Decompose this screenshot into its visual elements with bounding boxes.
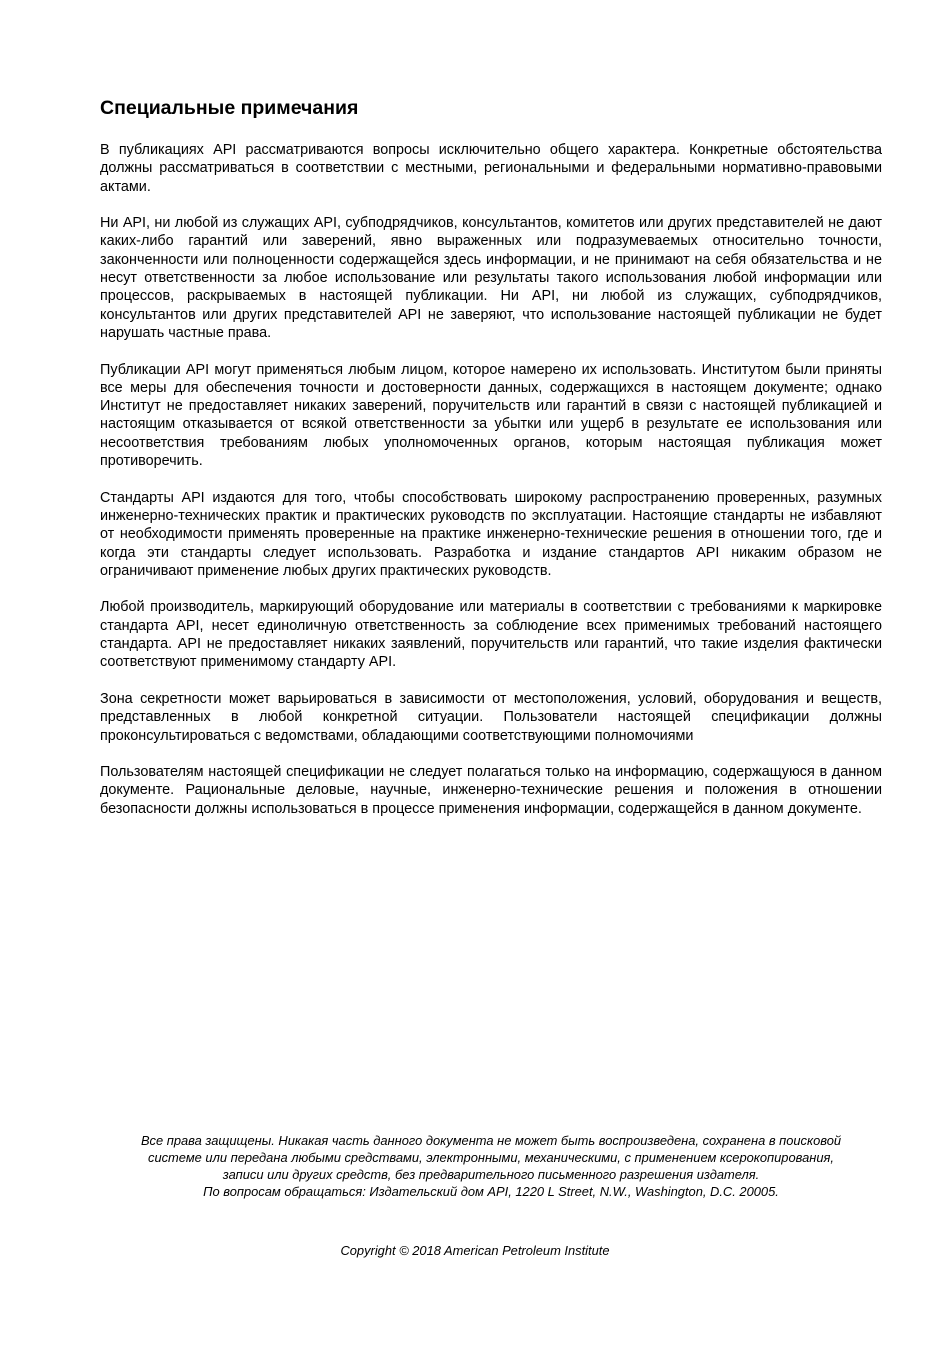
paragraph: Зона секретности может варьироваться в зависимости от местоположения, условий, оборудования и веществ, представленных в любой конкретной ситуации. Пользователи настоящей спецификации должны проконсультироваться с ведомствами, обладающими соответствующими полномочиями bbox=[100, 690, 882, 744]
paragraph: В публикациях API рассматриваются вопросы исключительно общего характера. Конкретные обстоятельства должны рассматриваться в соответствии с местными, региональными и федеральными нормативно-правовыми актами. bbox=[100, 142, 882, 195]
paragraph: Стандарты API издаются для того, чтобы способствовать широкому распространению проверенных, разумных инженерно-технических практик и практических руководств по эксплуатации. Настоящие стандарты не избавляют от необходимости применять проверенные на практике инженерно-технические решения в отношении того, где и когда эти стандарты следует использовать. Разработка и издание стандартов API никаким образом не ограничивают применение любых других практических руководств. bbox=[100, 489, 882, 579]
paragraph: Пользователям настоящей спецификации не следует полагаться только на информацию, содержащуюся в данном документе. Рациональные деловые, научные, инженерно-технические решения и положения в отношении безопасности должны использоваться в процессе применения информации, содержащейся в данном документе. bbox=[100, 764, 882, 817]
rights-notice-line: По вопросам обращаться: Издательский дом API, 1220 L Street, N.W., Washington, D.C. 20005. bbox=[203, 1184, 779, 1199]
document-body bbox=[100, 96, 882, 836]
paragraph: Публикации API могут применяться любым лицом, которое намерено их использовать. Институтом были приняты все меры для обеспечения точности и достоверности данных, содержащихся в настоящем документе; однако Институт не предоставляет никаких заверений, поручительств или гарантий в связи с настоящей публикацией и настоящим отказывается от всякой ответственности за убытки или ущерб в результате ее использования или несоответствия требованиям любых уполномоченных органов, которым настоящая публикация может противоречить. bbox=[100, 361, 882, 470]
paragraph: Ни API, ни любой из служащих API, субподрядчиков, консультантов, комитетов или других представителей не дают каких-либо гарантий или заверений, явно выраженных или подразумеваемых относительно точности, законченности или полноценности содержащейся здесь информации, и не принимают на себя обязательства и не несут ответственности за любое использование или результаты такого использования любой информации или процессов, раскрываемых в настоящей публикации. Ни API, ни любой из служащих, субподрядчиков, консультантов или других представителей API не заверяют, что использование настоящей публикации не будет нарушать частные права. bbox=[100, 215, 882, 341]
rights-notice-line: Все права защищены. Никакая часть данного документа не может быть воспроизведена, сохранена в поисковой bbox=[140, 1133, 842, 1148]
page-title: Специальные примечания bbox=[100, 97, 359, 119]
rights-notice-line: записи или других средств, без предварительного письменного разрешения издателя. bbox=[222, 1167, 760, 1182]
copyright-line: Copyright © 2018 American Petroleum Institute bbox=[340, 1243, 610, 1258]
paragraph: Любой производитель, маркирующий оборудование или материалы в соответствии с требованиями к маркировке стандарта API, несет единоличную ответственность за соблюдение всех применимых требований настоящего стандарта. API не предоставляет никаких заявлений, поручительств или гарантий, что такие изделия фактически соответствуют применимому стандарту API. bbox=[100, 599, 882, 671]
rights-notice-line: системе или передана любыми средствами, электронными, механическими, с применением ксерокопирования, bbox=[148, 1150, 834, 1165]
rights-notice bbox=[96, 1132, 886, 1200]
